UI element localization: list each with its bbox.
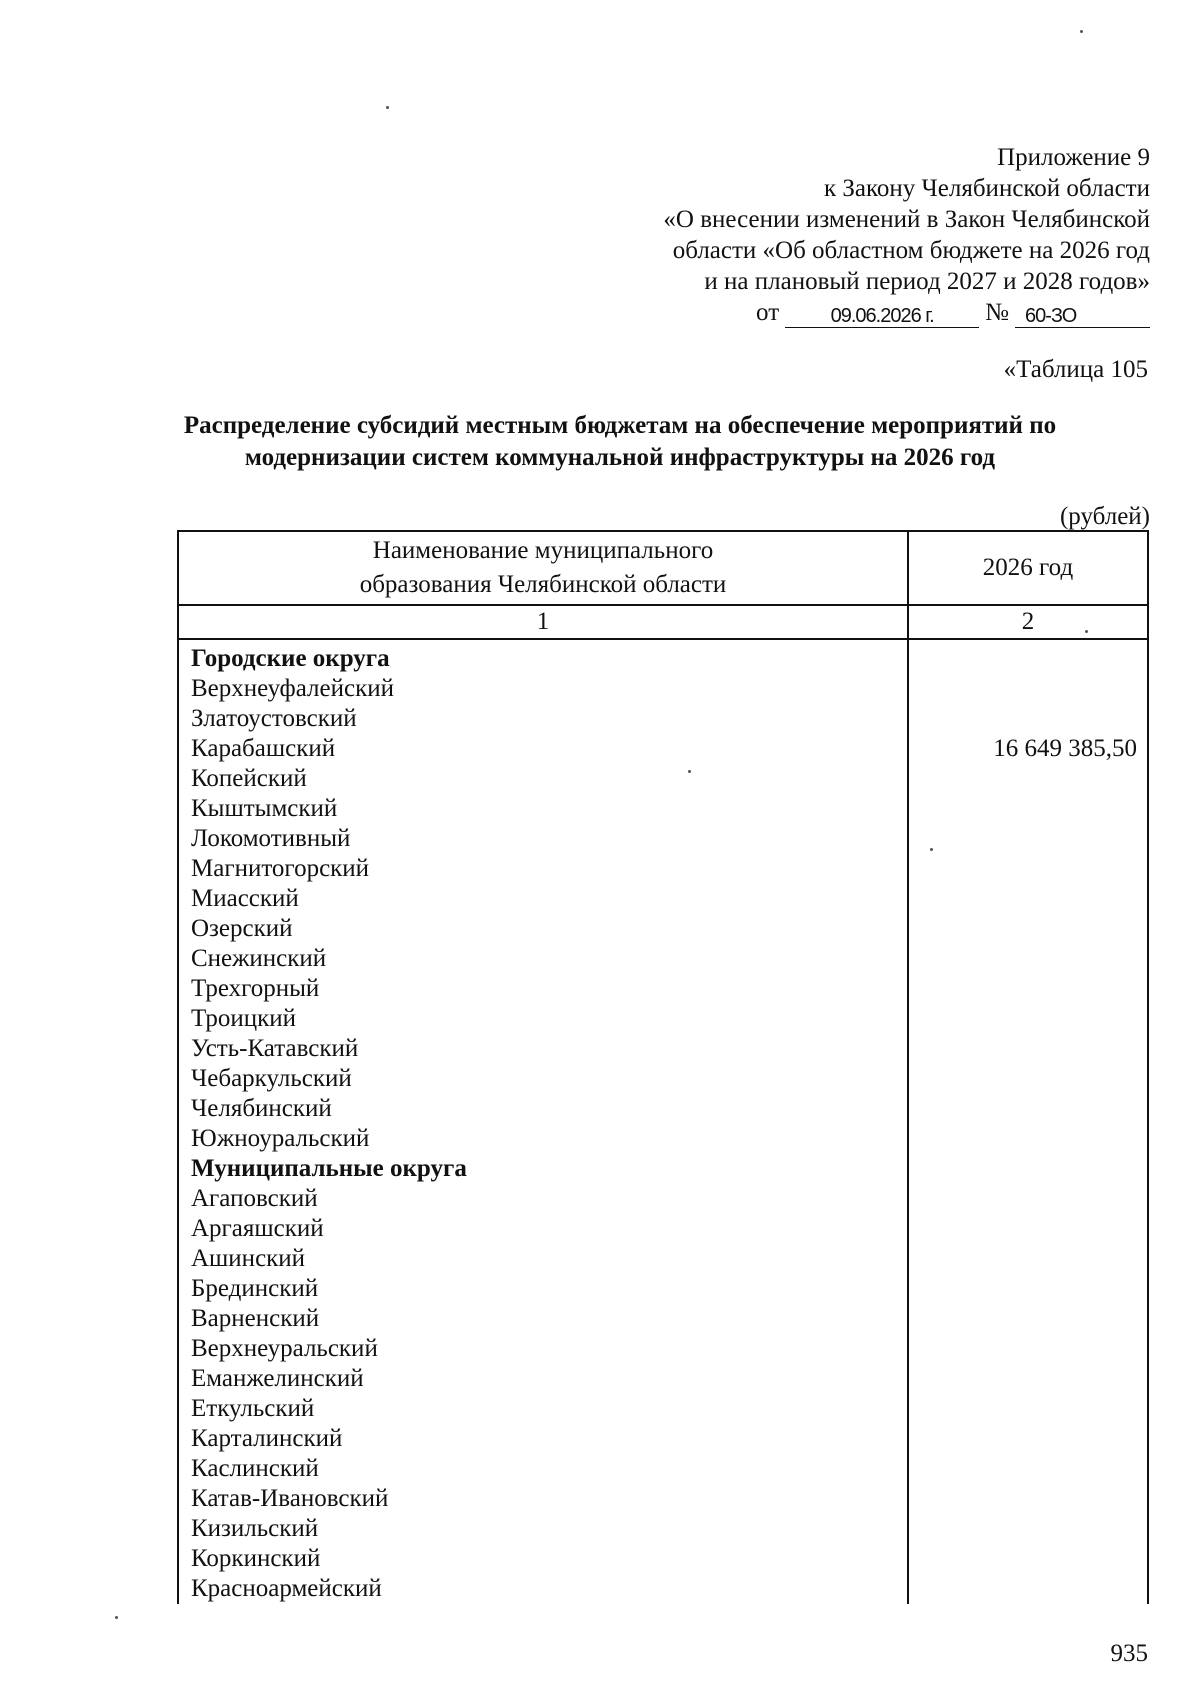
- subsidy-amount: [908, 1454, 1148, 1484]
- table-row: [178, 674, 1148, 704]
- municipality-name: Катав-Ивановский: [178, 1484, 908, 1514]
- subsidy-amount: [908, 794, 1148, 824]
- subsidy-amount: [908, 1004, 1148, 1034]
- subsidy-amount: [908, 944, 1148, 974]
- subsidy-amount: [908, 1304, 1148, 1334]
- municipality-name: Еткульский: [178, 1394, 908, 1424]
- municipality-name: Челябинский: [178, 1094, 908, 1124]
- municipality-name: Кыштымский: [178, 794, 908, 824]
- subsidy-amount: [908, 1394, 1148, 1424]
- municipality-name: Магнитогорский: [178, 854, 908, 884]
- appendix-line: и на плановый период 2027 и 2028 годов»: [704, 268, 1150, 295]
- table-row: [178, 854, 1148, 884]
- municipality-name: Златоустовский: [178, 704, 908, 734]
- subsidy-amount: [908, 764, 1148, 794]
- table-row: [178, 1514, 1148, 1544]
- table-row: [178, 974, 1148, 1004]
- table-row: [178, 764, 1148, 794]
- subsidy-amount: [908, 1544, 1148, 1574]
- table-row: [178, 1064, 1148, 1094]
- law-date-number-line: [590, 297, 1150, 328]
- table-row: [178, 1004, 1148, 1034]
- table-row: [178, 1394, 1148, 1424]
- subsidy-amount: [908, 1574, 1148, 1604]
- header-municipality: [178, 531, 908, 605]
- subsidy-amount: [908, 1214, 1148, 1244]
- subsidy-amount: [908, 704, 1148, 734]
- municipality-name: Ашинский: [178, 1244, 908, 1274]
- municipality-name: Варненский: [178, 1304, 908, 1334]
- subsidy-amount: [908, 674, 1148, 704]
- scan-speck: [386, 106, 389, 109]
- table-row: [178, 639, 1148, 674]
- appendix-line: к Закону Челябинской области: [824, 175, 1150, 202]
- subsidy-amount: [908, 1064, 1148, 1094]
- table-row: [178, 1424, 1148, 1454]
- scan-speck: [930, 848, 933, 851]
- subsidy-amount: [908, 1154, 1148, 1184]
- table-row: [178, 1364, 1148, 1394]
- subsidy-amount: [908, 639, 1148, 674]
- subsidy-amount: [908, 884, 1148, 914]
- header-municipality-line1: Наименование муниципального: [372, 537, 714, 564]
- table-row: [178, 1274, 1148, 1304]
- municipality-name: Брединский: [178, 1274, 908, 1304]
- subsidy-amount: [908, 1364, 1148, 1394]
- municipality-name: Кизильский: [178, 1514, 908, 1544]
- table-row: [178, 884, 1148, 914]
- subsidy-amount: [908, 1184, 1148, 1214]
- table-body: [178, 639, 1148, 1604]
- table-row: [178, 1214, 1148, 1244]
- column-number: 2: [908, 605, 1148, 639]
- unit-note: (рублей): [1059, 503, 1150, 530]
- municipality-name: Озерский: [178, 914, 908, 944]
- subsidy-amount: [908, 1244, 1148, 1274]
- table-row: [178, 1454, 1148, 1484]
- scan-speck: [115, 1616, 118, 1619]
- law-number: 60-ЗО: [1015, 305, 1150, 328]
- subsidy-amount: [908, 824, 1148, 854]
- appendix-header: [590, 142, 1150, 328]
- table-row: [178, 1184, 1148, 1214]
- header-year: 2026 год: [908, 531, 1148, 605]
- subsidy-amount: [908, 914, 1148, 944]
- municipality-name: Еманжелинский: [178, 1364, 908, 1394]
- municipality-name: Южноуральский: [178, 1124, 908, 1154]
- municipality-name: Трехгорный: [178, 974, 908, 1004]
- municipality-name: Верхнеуфалейский: [178, 674, 908, 704]
- municipality-name: Снежинский: [178, 944, 908, 974]
- subsidy-amount: [908, 854, 1148, 884]
- municipality-name: Локомотивный: [178, 824, 908, 854]
- subsidy-amount: [908, 1094, 1148, 1124]
- table-row: [178, 1544, 1148, 1574]
- municipality-name: Карабашский: [178, 734, 908, 764]
- table-row: [178, 1244, 1148, 1274]
- subsidy-amount: [908, 974, 1148, 1004]
- municipality-name: Карталинский: [178, 1424, 908, 1454]
- subsidy-amount: [908, 1274, 1148, 1304]
- table-row: [178, 1304, 1148, 1334]
- table-row: [178, 1034, 1148, 1064]
- appendix-line: области «Об областном бюджете на 2026 год: [672, 237, 1150, 264]
- municipality-name: Миасский: [178, 884, 908, 914]
- municipality-name: Агаповский: [178, 1184, 908, 1214]
- subsidy-amount: [908, 1334, 1148, 1364]
- table-row: [178, 794, 1148, 824]
- table-row: [178, 1154, 1148, 1184]
- table-row: [178, 1574, 1148, 1604]
- subsidy-amount: [908, 1484, 1148, 1514]
- column-number-row: [178, 605, 1148, 639]
- appendix-line: Приложение 9: [997, 144, 1150, 171]
- table-row: [178, 1484, 1148, 1514]
- table-row: [178, 944, 1148, 974]
- table-row: [178, 704, 1148, 734]
- municipality-name: Копейский: [178, 764, 908, 794]
- table-row: [178, 914, 1148, 944]
- municipality-name: Троицкий: [178, 1004, 908, 1034]
- subsidy-table: [177, 530, 1149, 1604]
- subsidy-amount: [908, 1124, 1148, 1154]
- table-row: [178, 824, 1148, 854]
- date-prefix: от: [756, 299, 780, 326]
- scan-speck: [1080, 30, 1083, 33]
- header-municipality-line2: образования Челябинской области: [359, 571, 727, 598]
- column-number: 1: [178, 605, 908, 639]
- table-label: «Таблица 105: [1003, 356, 1148, 383]
- subsidy-amount: [908, 1034, 1148, 1064]
- table-row: [178, 1334, 1148, 1364]
- municipality-name: Аргаяшский: [178, 1214, 908, 1244]
- scan-speck: [1085, 630, 1088, 633]
- law-date: 09.06.2026 г.: [785, 305, 979, 328]
- subsidy-amount: [908, 1424, 1148, 1454]
- table-header-row: [178, 531, 1148, 605]
- appendix-line: «О внесении изменений в Закон Челябинской: [663, 206, 1150, 233]
- municipality-name: Красноармейский: [178, 1574, 908, 1604]
- table-row: [178, 1124, 1148, 1154]
- scan-speck: [688, 770, 691, 773]
- group-heading: Городские округа: [178, 639, 908, 674]
- municipality-name: Каслинский: [178, 1454, 908, 1484]
- municipality-name: Коркинский: [178, 1544, 908, 1574]
- subsidy-amount: 16 649 385,50: [908, 734, 1148, 764]
- page-number: 935: [1110, 1640, 1148, 1667]
- municipality-name: Чебаркульский: [178, 1064, 908, 1094]
- table-row: [178, 734, 1148, 764]
- municipality-name: Верхнеуральский: [178, 1334, 908, 1364]
- table-row: [178, 1094, 1148, 1124]
- group-heading: Муниципальные округа: [178, 1154, 908, 1184]
- municipality-name: Усть-Катавский: [178, 1034, 908, 1064]
- number-prefix: №: [985, 299, 1009, 326]
- document-title: Распределение субсидий местным бюджетам на обеспечение мероприятий по модернизации систем коммунальной инфраструктуры на 2026 год: [183, 412, 1057, 471]
- subsidy-amount: [908, 1514, 1148, 1544]
